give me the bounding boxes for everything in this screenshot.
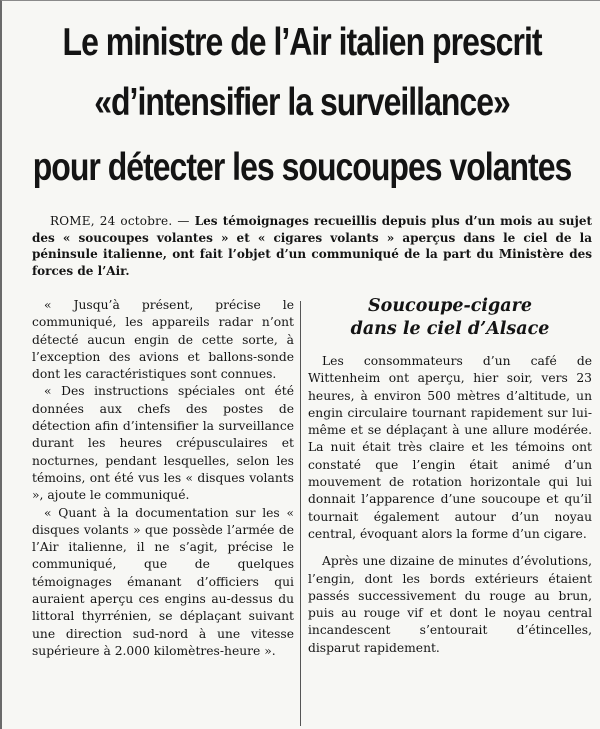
article-paragraph: Après une dizaine de minutes d’évolutions, l’engin, dont les bords extérieurs étaient passés successivement du rouge au brun, puis au rouge vif et dont le noyau central incandescent s’entourait d’étincelles, disparut rapidement. xyxy=(308,554,592,655)
left-column xyxy=(32,297,294,660)
right-column xyxy=(308,295,592,657)
subheading-line-1: Soucoupe-cigare xyxy=(368,296,532,316)
lead-text: Les témoignages recueillis depuis plus d’un mois au sujet des « soucoupes volantes » et « cigares volants » aperçus dans le ciel de la péninsule italienne, ont fait l’objet d’un communiqué de la part du Ministère des forces de l’Air. xyxy=(32,214,593,278)
column-divider xyxy=(300,301,301,726)
subheading-line-2: dans le ciel d’Alsace xyxy=(350,319,550,339)
headline-line-1: Le ministre de l’Air italien prescrit xyxy=(62,21,542,64)
article-paragraph: « Jusqu’à présent, précise le communiqué, les appareils radar n’ont détecté aucun engin de cette sorte, à l’exception des avions et ballons-sonde dont les caractéristiques sont connues. xyxy=(32,298,294,382)
paragraph-gap xyxy=(308,543,592,553)
headline-line-2: «d’intensifier la surveillance» xyxy=(94,81,510,124)
article-paragraph: « Quant à la documentation sur les « disques volants » que possède l’armée de l’Air italienne, il ne s’agit, précise le communiqué, que de quelques témoignages émanant d’officiers qui auraient aperçu ces engins au-dessus du littoral thyrrénien, se déplaçant suivant une direction sud-nord à une vitesse supérieure à 2.000 kilomètres-heure ». xyxy=(32,505,294,658)
subheading xyxy=(308,295,592,341)
article-paragraph: « Des instructions spéciales ont été données aux chefs des postes de détection afin d’intensifier la surveillance durant les heures crépusculaires et nocturnes, pendant lesquelles, selon les témoins, ont été vus les « disques volants », ajoute le communiqué. xyxy=(32,384,294,503)
article-paragraph: Les consommateurs d’un café de Wittenheim ont aperçu, hier soir, vers 23 heures, à environ 500 mètres d’altitude, un engin circulaire tournant rapidement sur lui-même et se déplaçant à une allure modérée. La nuit était très claire et les témoins ont constaté que l’engin était animé d’un mouvement de rotation horizontale qui lui donnait l’apparence d’une soucoupe et qu’il tournait également autour d’un noyau central, évoquant alors la forme d’un cigare. xyxy=(308,354,592,541)
headline-line-3: pour détecter les soucoupes volantes xyxy=(32,146,572,189)
dateline: ROME, 24 octobre. — xyxy=(50,214,190,228)
lead-paragraph xyxy=(32,213,592,279)
